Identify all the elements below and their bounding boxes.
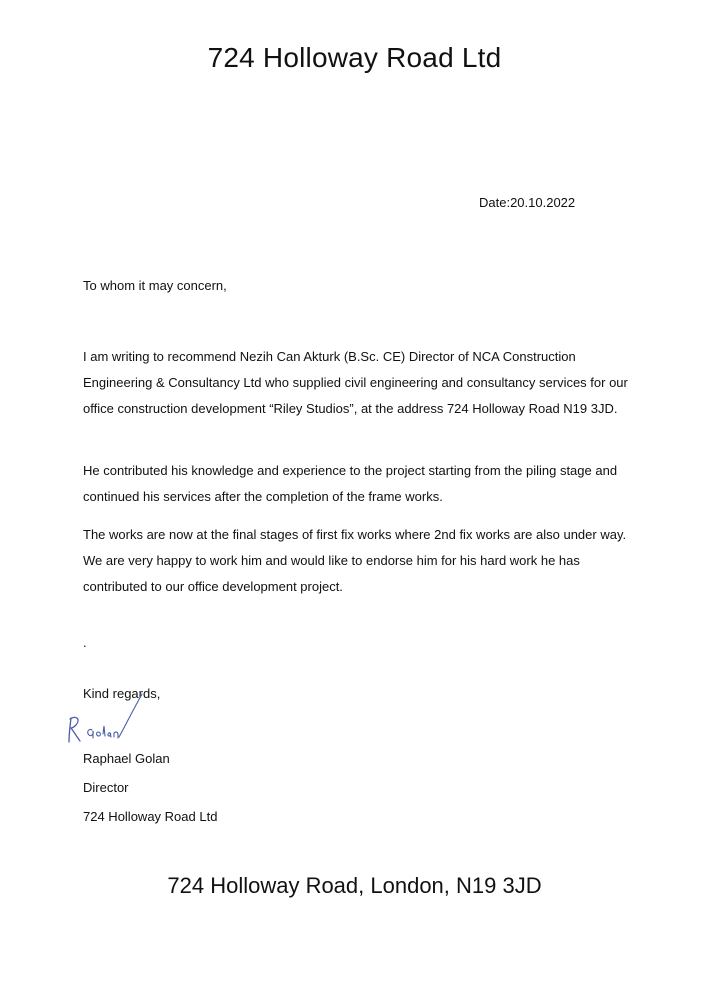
signatory-name: Raphael Golan (83, 751, 170, 766)
letter-date: Date:20.10.2022 (479, 195, 576, 210)
handwritten-signature (62, 688, 152, 748)
letter-paragraph-contribution: He contributed his knowledge and experience to the project starting from the piling stage and continued his services after the completion of the frame works. (83, 463, 618, 504)
letterhead-company-name: 724 Holloway Road Ltd (207, 42, 502, 73)
signatory-title: Director (83, 780, 129, 795)
signatory-company: 724 Holloway Road Ltd (83, 809, 218, 824)
letter-paragraph-status: The works are now at the final stages of first fix works where 2nd fix works are also under way. (83, 527, 627, 542)
letter-closing: Kind regards, (83, 686, 161, 701)
stray-dot: . (83, 635, 87, 650)
letter-paragraph-recommendation: I am writing to recommend Nezih Can Akturk (B.Sc. CE) Director of NCA Construction Engineering & Consultancy Ltd who supplied civil engineering and consultancy services for our office construction development “Riley Studios”, at the address 724 Holloway Road N19 3JD. (83, 349, 628, 416)
footer-address: 724 Holloway Road, London, N19 3JD (167, 873, 542, 898)
letter-salutation: To whom it may concern, (83, 278, 227, 293)
letter-paragraph-status-endorsement (83, 522, 643, 600)
letter-paragraph-endorsement: We are very happy to work him and would like to endorse him for his hard work he has contributed to our office development project. (83, 553, 580, 594)
